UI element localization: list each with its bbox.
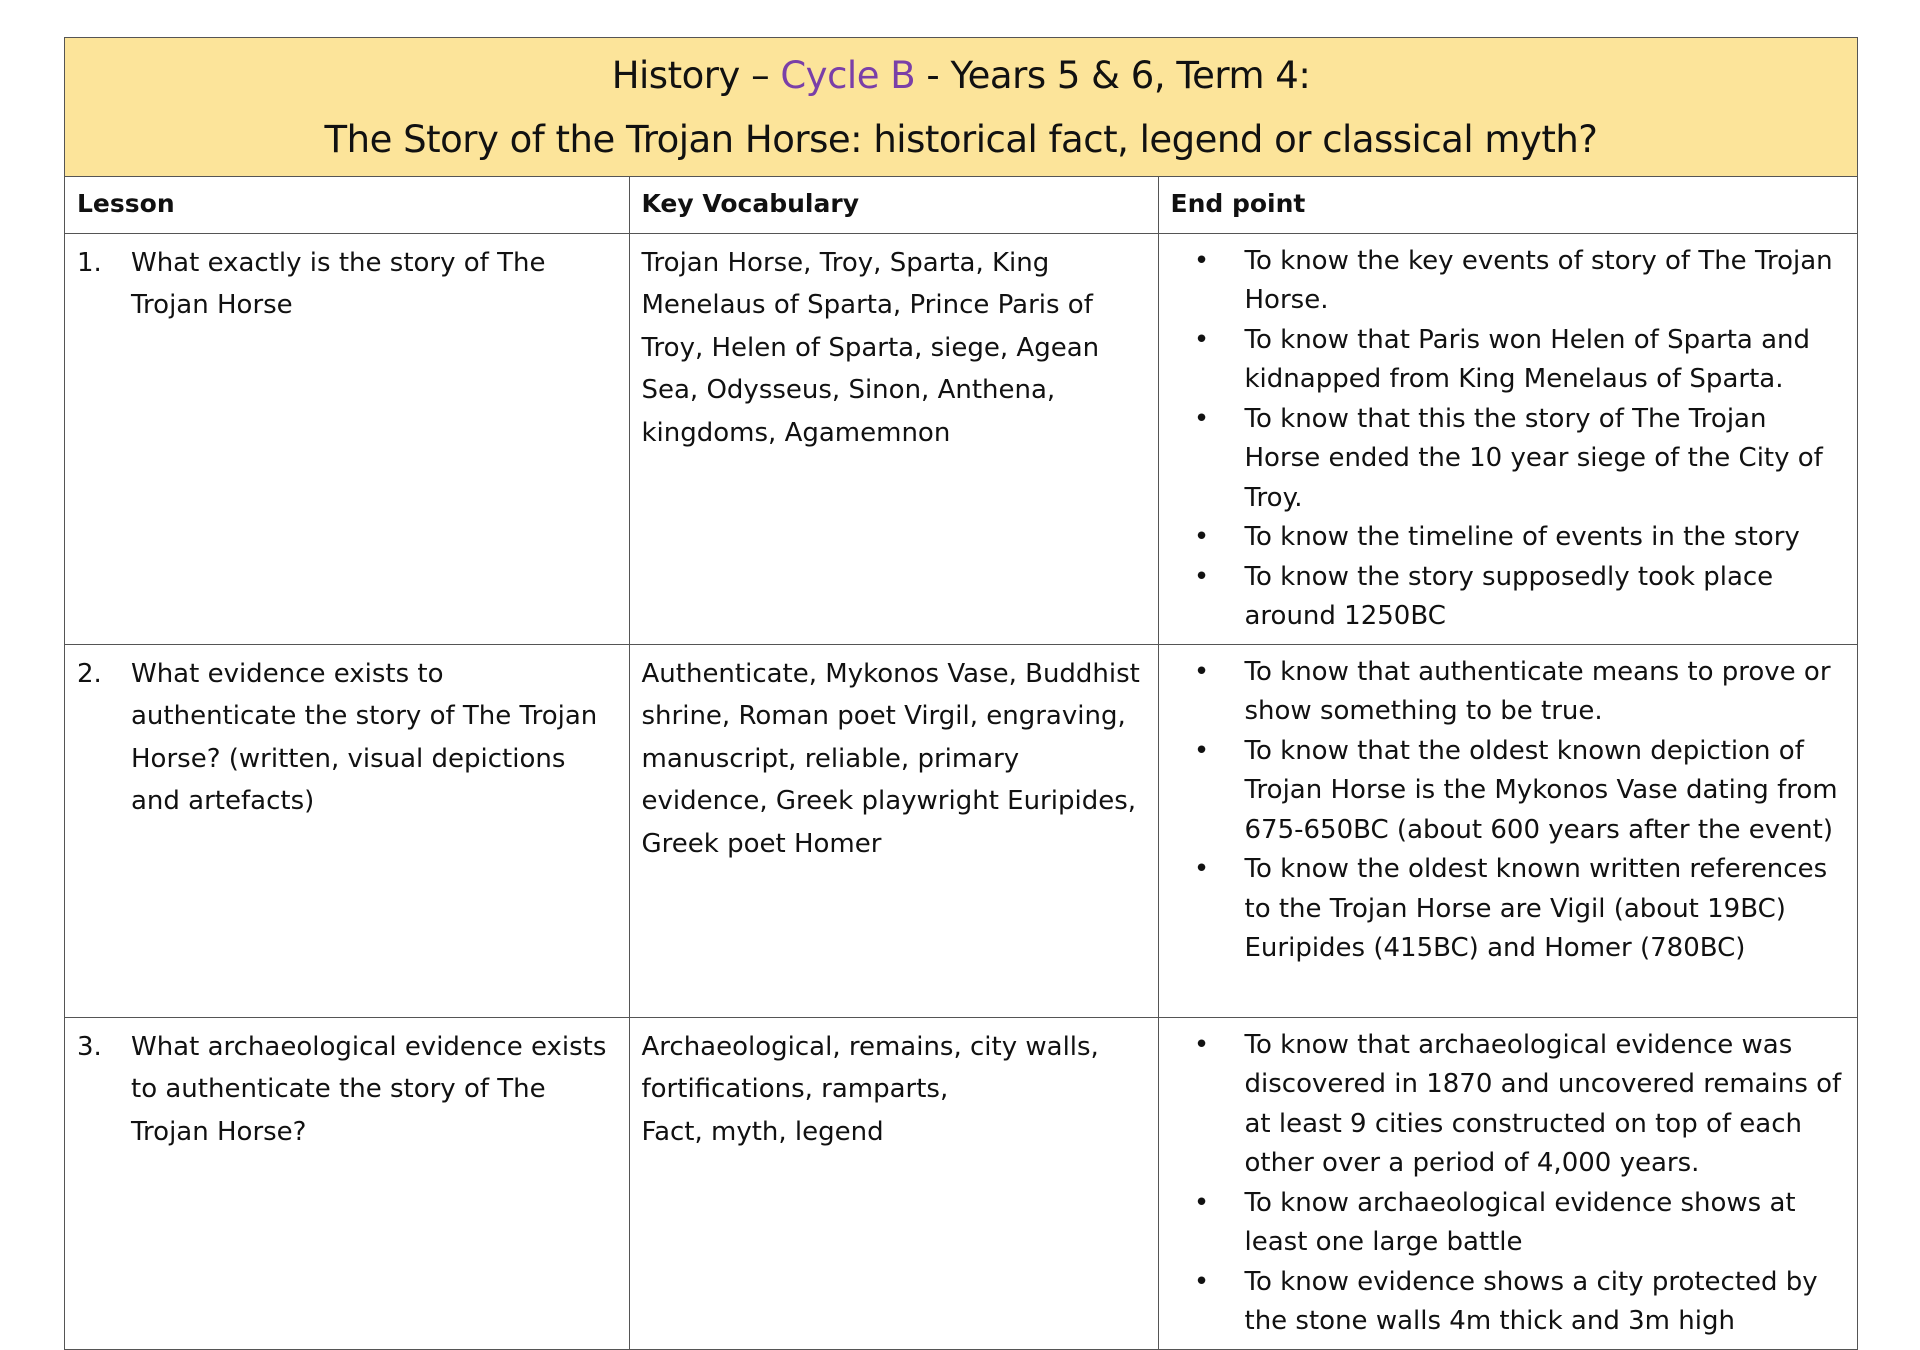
endpoint-list xyxy=(1171,1026,1846,1342)
endpoint-item: • To know the key events of story of The Trojan Horse. xyxy=(1171,242,1846,321)
curriculum-document xyxy=(64,37,1858,1350)
endpoint-cell xyxy=(1158,644,1857,1017)
vocabulary-cell xyxy=(629,233,1158,644)
endpoint-item: • To know the timeline of events in the story xyxy=(1171,518,1846,558)
lesson-number: 3. xyxy=(77,1031,102,1062)
endpoint-item: • To know archaeological evidence shows at least one large battle xyxy=(1171,1184,1846,1263)
endpoint-item: • To know evidence shows a city protected by the stone walls 4m thick and 3m high xyxy=(1171,1263,1846,1342)
vocabulary-text: Trojan Horse, Troy, Sparta, King Menelaus of Sparta, Prince Paris of Troy, Helen of Sparta, siege, Agean Sea, Odysseus, Sinon, Anthena, kingdoms, Agamemnon xyxy=(641,247,1100,448)
bullet-icon: • xyxy=(1193,735,1210,766)
lesson-cell xyxy=(65,644,629,1017)
header-lesson: Lesson xyxy=(65,177,629,233)
lesson-cell xyxy=(65,233,629,644)
table-row xyxy=(65,1017,1857,1349)
vocabulary-text: Archaeological, remains, city walls, fortifications, ramparts, xyxy=(641,1031,1099,1104)
endpoint-item: • To know that this the story of The Trojan Horse ended the 10 year siege of the City of Troy. xyxy=(1171,400,1846,519)
vocabulary-cell xyxy=(629,644,1158,1017)
bullet-icon: • xyxy=(1193,1029,1210,1060)
bullet-icon: • xyxy=(1193,561,1210,592)
vocabulary-cell xyxy=(629,1017,1158,1349)
endpoint-item: • To know that archaeological evidence was discovered in 1870 and uncovered remains of at least 9 cities constructed on top of each other over a period of 4,000 years. xyxy=(1171,1026,1846,1184)
title-line-1: History – Cycle B - Years 5 & 6, Term 4: xyxy=(611,54,1311,97)
bullet-icon: • xyxy=(1193,324,1210,355)
bullet-icon: • xyxy=(1193,522,1210,552)
cycle-label: Cycle B xyxy=(780,54,916,97)
lesson-question: What evidence exists to authenticate the story of The Trojan Horse? (written, visual depictions and artefacts) xyxy=(131,658,598,816)
bullet-icon: • xyxy=(1193,854,1210,884)
endpoint-item: • To know that authenticate means to prove or show something to be true. xyxy=(1171,653,1846,732)
bullet-icon: • xyxy=(1193,1187,1210,1218)
bullet-icon: • xyxy=(1193,403,1210,434)
header-vocabulary: Key Vocabulary xyxy=(629,177,1158,233)
endpoint-item: • To know the story supposedly took place around 1250BC xyxy=(1171,558,1846,637)
lesson-number: 2. xyxy=(77,658,102,689)
table-row xyxy=(65,233,1857,644)
endpoint-item: • To know that the oldest known depiction of Trojan Horse is the Mykonos Vase dating from 675-650BC (about 600 years after the event) xyxy=(1171,732,1846,851)
header-row xyxy=(65,177,1857,233)
lesson-question: What exactly is the story of The Trojan Horse xyxy=(131,247,546,320)
bullet-icon: • xyxy=(1193,1266,1210,1297)
lesson-number: 1. xyxy=(77,247,102,278)
lesson-question: What archaeological evidence exists to authenticate the story of The Trojan Horse? xyxy=(131,1031,607,1147)
document-title xyxy=(65,38,1857,177)
endpoint-list xyxy=(1171,653,1846,969)
lesson-table xyxy=(65,177,1857,1349)
endpoint-list xyxy=(1171,242,1846,637)
endpoint-cell xyxy=(1158,233,1857,644)
endpoint-item: • To know that Paris won Helen of Sparta and kidnapped from King Menelaus of Sparta. xyxy=(1171,321,1846,400)
endpoint-cell xyxy=(1158,1017,1857,1349)
endpoint-item: • To know the oldest known written references to the Trojan Horse are Vigil (about 19BC) Euripides (415BC) and Homer (780BC) xyxy=(1171,850,1846,969)
lesson-cell xyxy=(65,1017,629,1349)
header-endpoint: End point xyxy=(1158,177,1857,233)
vocabulary-text-2: Fact, myth, legend xyxy=(641,1116,884,1147)
title-line-2: The Story of the Trojan Horse: historical fact, legend or classical myth? xyxy=(324,118,1598,161)
bullet-icon: • xyxy=(1193,656,1210,687)
vocabulary-text: Authenticate, Mykonos Vase, Buddhist shrine, Roman poet Virgil, engraving, manuscript, reliable, primary evidence, Greek playwright Euripides, Greek poet Homer xyxy=(641,658,1140,859)
bullet-icon: • xyxy=(1193,245,1210,276)
table-row xyxy=(65,644,1857,1017)
